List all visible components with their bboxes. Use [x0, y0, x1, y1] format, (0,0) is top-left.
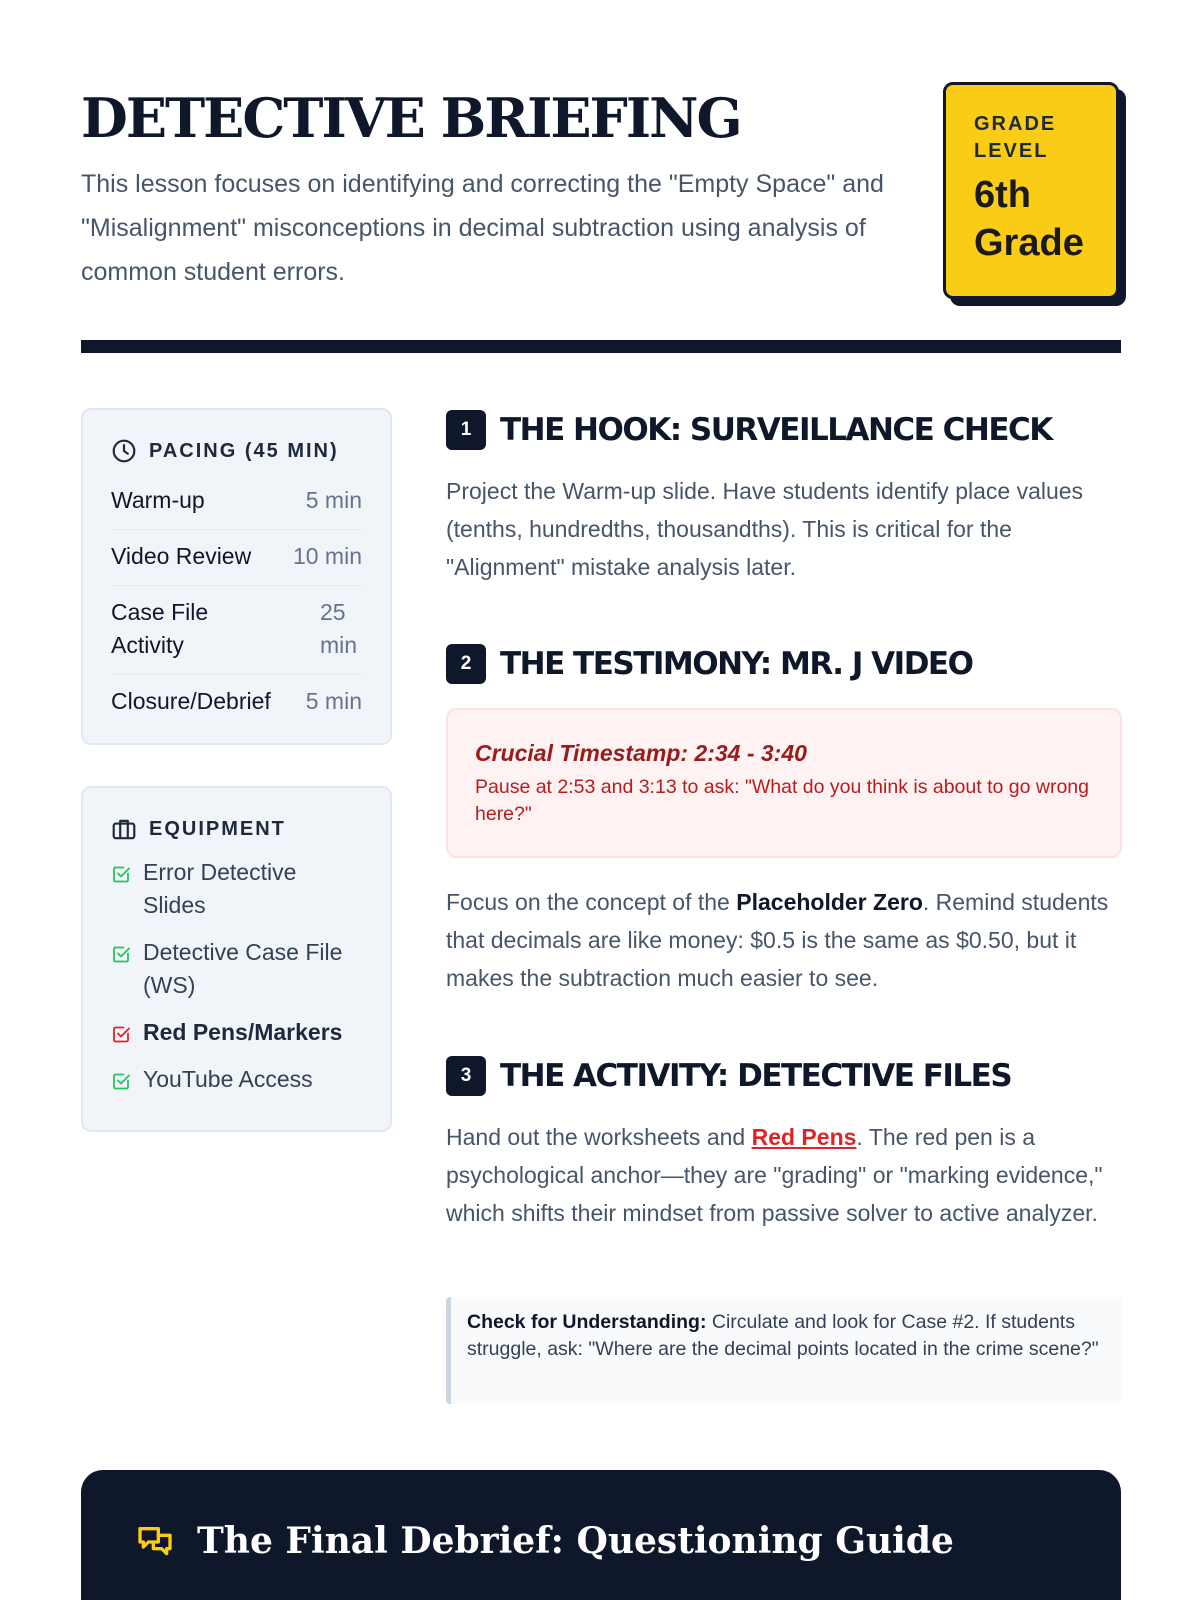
pacing-activity: Closure/Debrief	[111, 688, 271, 714]
body-text: . The red pen is a psychological anchor—they are "grading" or "marking evidence," which shifts their mindset from passive solver to active analyzer.	[446, 1124, 1103, 1226]
equipment-item	[111, 856, 362, 922]
check-body: Circulate and look for Case #2. If students struggle, ask: "Where are the decimal points located in the crime scene?"	[467, 1311, 1099, 1360]
chat-bubbles-icon	[135, 1522, 175, 1562]
body-text: . Remind students that decimals are like money: $0.5 is the same as $0.50, but it makes the subtraction much easier to see.	[446, 889, 1109, 991]
grade-value: 6th Grade	[974, 174, 1084, 264]
check-square-icon	[111, 1071, 131, 1091]
timestamp-alert	[446, 708, 1122, 858]
equipment-label: YouTube Access	[143, 1066, 313, 1092]
equipment-label: Error Detective Slides	[143, 859, 297, 918]
section-title: THE HOOK: SURVEILLANCE CHECK	[500, 412, 1052, 448]
section-number: 1	[446, 410, 486, 450]
equipment-header	[111, 816, 362, 842]
section-1-body: Project the Warm-up slide. Have students identify place values (tenths, hundredths, thousandths). This is critical for the "Alignment" mistake analysis later.	[446, 478, 1084, 580]
equipment-label: Detective Case File (WS)	[143, 939, 343, 998]
check-label: Check for Understanding:	[467, 1311, 707, 1333]
section-2-header	[446, 644, 972, 684]
pacing-time: 25 min	[320, 599, 358, 658]
section-title: THE ACTIVITY: DETECTIVE FILES	[500, 1058, 1012, 1094]
pacing-row	[111, 675, 362, 730]
section-title: THE TESTIMONY: MR. J VIDEO	[500, 646, 973, 682]
placeholder-zero-term: Placeholder Zero	[736, 889, 923, 915]
pacing-row	[111, 474, 362, 530]
equipment-card	[81, 786, 392, 1132]
equipment-item	[111, 936, 362, 1002]
debrief-panel	[81, 1470, 1121, 1600]
page-title: DETECTIVE BRIEFING	[81, 86, 741, 150]
section-3-header	[446, 1056, 1011, 1096]
section-3-body	[446, 1118, 1122, 1232]
alert-body: Pause at 2:53 and 3:13 to ask: "What do you think is about to go wrong here?"	[475, 776, 1089, 825]
pacing-header	[111, 438, 362, 464]
section-1-header	[446, 410, 1052, 450]
pacing-time: 10 min	[292, 543, 362, 569]
equipment-title: EQUIPMENT	[149, 817, 286, 840]
equipment-label: Red Pens/Markers	[143, 1019, 343, 1045]
pacing-row	[111, 586, 362, 675]
clock-icon	[111, 438, 137, 464]
grade-label: GRADE LEVEL	[974, 113, 1057, 162]
pacing-time: 5 min	[305, 688, 362, 714]
pacing-time: 5 min	[305, 487, 362, 513]
check-square-icon	[111, 864, 131, 884]
pacing-activity: Video Review	[111, 543, 252, 569]
lesson-intro: This lesson focuses on identifying and correcting the "Empty Space" and "Misalignment" misconceptions in decimal subtraction using analysis of common student errors.	[81, 170, 884, 286]
check-for-understanding	[446, 1297, 1122, 1404]
section-2-body	[446, 883, 1122, 997]
pacing-activity: Warm-up	[111, 487, 205, 513]
equipment-item	[111, 1063, 362, 1096]
section-number: 3	[446, 1056, 486, 1096]
pacing-activity: Case File Activity	[111, 599, 209, 658]
pacing-card	[81, 408, 392, 745]
check-square-icon	[111, 944, 131, 964]
equipment-item	[111, 1016, 362, 1049]
debrief-title: The Final Debrief: Questioning Guide	[197, 1520, 954, 1562]
body-text: Hand out the worksheets and	[446, 1124, 752, 1150]
pacing-title: PACING (45 MIN)	[149, 439, 339, 462]
pacing-row	[111, 530, 362, 586]
section-number: 2	[446, 644, 486, 684]
check-square-icon	[111, 1024, 131, 1044]
alert-title: Crucial Timestamp: 2:34 - 3:40	[475, 740, 807, 766]
briefcase-icon	[111, 816, 137, 842]
body-text: Focus on the concept of the	[446, 889, 737, 915]
main-content	[446, 0, 1122, 1470]
red-pens-link[interactable]: Red Pens	[751, 1124, 857, 1150]
